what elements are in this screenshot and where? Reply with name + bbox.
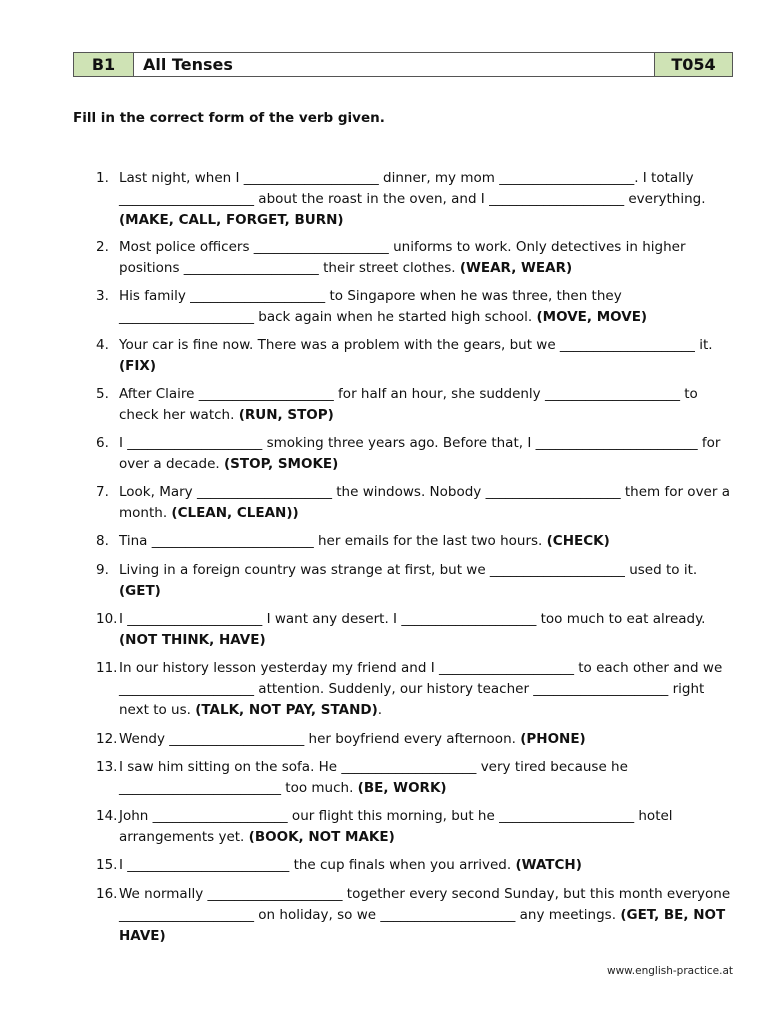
item-number: 16. bbox=[96, 886, 118, 902]
item-sentence: In our history lesson yesterday my friend and I ____________________ to each other and we ____________________ attention. Suddenly, our history teacher ____________________ right next to us. bbox=[119, 660, 723, 718]
item-sentence: Most police officers ____________________ uniforms to work. Only detectives in higher positions ____________________ their street clothes. bbox=[119, 239, 686, 276]
item-text bbox=[119, 531, 734, 552]
verb-hint: (GET, BE, NOT HAVE) bbox=[119, 907, 726, 944]
verb-hint: (WATCH) bbox=[515, 857, 582, 873]
verb-hint: (RUN, STOP) bbox=[238, 407, 334, 423]
item-text bbox=[119, 168, 734, 231]
item-sentence: I saw him sitting on the sofa. He ____________________ very tired because he ________________________ too much. bbox=[119, 759, 628, 796]
footer-url: www.english-practice.at bbox=[606, 965, 733, 977]
item-number: 11. bbox=[96, 660, 118, 676]
item-text bbox=[119, 729, 734, 750]
verb-hint: (GET) bbox=[119, 583, 161, 599]
verb-hint: (NOT THINK, HAVE) bbox=[119, 632, 266, 648]
worksheet-title: All Tenses bbox=[134, 53, 654, 76]
item-text bbox=[119, 335, 734, 377]
item-number: 3. bbox=[96, 288, 109, 304]
item-text bbox=[119, 482, 734, 524]
exercise-item bbox=[0, 658, 770, 721]
exercise-item bbox=[0, 384, 770, 426]
exercise-item bbox=[0, 433, 770, 475]
item-number: 5. bbox=[96, 386, 109, 402]
item-number: 13. bbox=[96, 759, 118, 775]
verb-hint: (BOOK, NOT MAKE) bbox=[248, 829, 395, 845]
item-text bbox=[119, 884, 734, 947]
item-sentence: Last night, when I ____________________ dinner, my mom ____________________. I totally ____________________ about the roast in the oven, and I ____________________ everything. bbox=[119, 170, 706, 207]
item-number: 9. bbox=[96, 562, 109, 578]
exercise-item bbox=[0, 286, 770, 328]
item-text bbox=[119, 384, 734, 426]
item-text bbox=[119, 433, 734, 475]
exercise-item bbox=[0, 806, 770, 848]
item-sentence: Tina ________________________ her emails for the last two hours. bbox=[119, 533, 547, 549]
item-text bbox=[119, 757, 734, 799]
verb-hint: (TALK, NOT PAY, STAND) bbox=[195, 702, 378, 718]
verb-hint: (CHECK) bbox=[546, 533, 610, 549]
item-text bbox=[119, 609, 734, 651]
item-number: 14. bbox=[96, 808, 118, 824]
verb-hint: (WEAR, WEAR) bbox=[459, 260, 573, 276]
item-sentence: I ____________________ I want any desert. I ____________________ too much to eat already. bbox=[119, 611, 706, 627]
item-sentence: I ________________________ the cup finals when you arrived. bbox=[119, 857, 516, 873]
worksheet-code: T054 bbox=[654, 53, 732, 76]
item-number: 6. bbox=[96, 435, 109, 451]
verb-hint: (BE, WORK) bbox=[357, 780, 447, 796]
exercise-item bbox=[0, 560, 770, 602]
item-sentence: I ____________________ smoking three years ago. Before that, I ________________________ for over a decade. bbox=[119, 435, 721, 472]
verb-hint: (STOP, SMOKE) bbox=[224, 456, 339, 472]
item-sentence: After Claire ____________________ for half an hour, she suddenly ____________________ to check her watch. bbox=[119, 386, 698, 423]
exercise-item bbox=[0, 482, 770, 524]
verb-hint: (FIX) bbox=[119, 358, 156, 374]
item-text bbox=[119, 806, 734, 848]
exercise-item bbox=[0, 168, 770, 231]
item-number: 2. bbox=[96, 239, 109, 255]
item-text bbox=[119, 237, 734, 279]
exercise-item bbox=[0, 855, 770, 876]
item-text bbox=[119, 855, 734, 876]
exercise-item bbox=[0, 237, 770, 279]
item-sentence: Living in a foreign country was strange at first, but we ____________________ used to it. bbox=[119, 562, 698, 578]
level-badge: B1 bbox=[74, 53, 134, 76]
item-text bbox=[119, 286, 734, 328]
item-sentence: His family ____________________ to Singapore when he was three, then they ____________________ back again when he started high school. bbox=[119, 288, 622, 325]
exercise-item bbox=[0, 729, 770, 750]
verb-hint: (MAKE, CALL, FORGET, BURN) bbox=[119, 212, 344, 228]
item-text bbox=[119, 560, 734, 602]
item-sentence: Wendy ____________________ her boyfriend every afternoon. bbox=[119, 731, 521, 747]
item-number: 1. bbox=[96, 170, 109, 186]
item-number: 4. bbox=[96, 337, 109, 353]
item-number: 10. bbox=[96, 611, 118, 627]
item-sentence: Look, Mary ____________________ the windows. Nobody ____________________ them for over a month. bbox=[119, 484, 730, 521]
item-number: 7. bbox=[96, 484, 109, 500]
exercise-item bbox=[0, 609, 770, 651]
item-tail: . bbox=[377, 702, 383, 718]
item-sentence: We normally ____________________ together every second Sunday, but this month everyone ____________________ on holiday, so we ____________________ any meetings. bbox=[119, 886, 731, 923]
exercise-item bbox=[0, 757, 770, 799]
item-text bbox=[119, 658, 734, 721]
verb-hint: (PHONE) bbox=[520, 731, 586, 747]
item-sentence: John ____________________ our flight this morning, but he ____________________ hotel arrangements yet. bbox=[119, 808, 673, 845]
worksheet-header bbox=[73, 52, 733, 77]
item-number: 12. bbox=[96, 731, 118, 747]
exercise-item bbox=[0, 884, 770, 947]
verb-hint: (MOVE, MOVE) bbox=[536, 309, 648, 325]
verb-hint: (CLEAN, CLEAN)) bbox=[171, 505, 299, 521]
instructions: Fill in the correct form of the verb given. bbox=[73, 110, 385, 126]
exercise-item bbox=[0, 335, 770, 377]
item-number: 8. bbox=[96, 533, 109, 549]
item-sentence: Your car is fine now. There was a problem with the gears, but we ____________________ it. bbox=[119, 337, 713, 353]
exercise-item bbox=[0, 531, 770, 552]
item-number: 15. bbox=[96, 857, 118, 873]
